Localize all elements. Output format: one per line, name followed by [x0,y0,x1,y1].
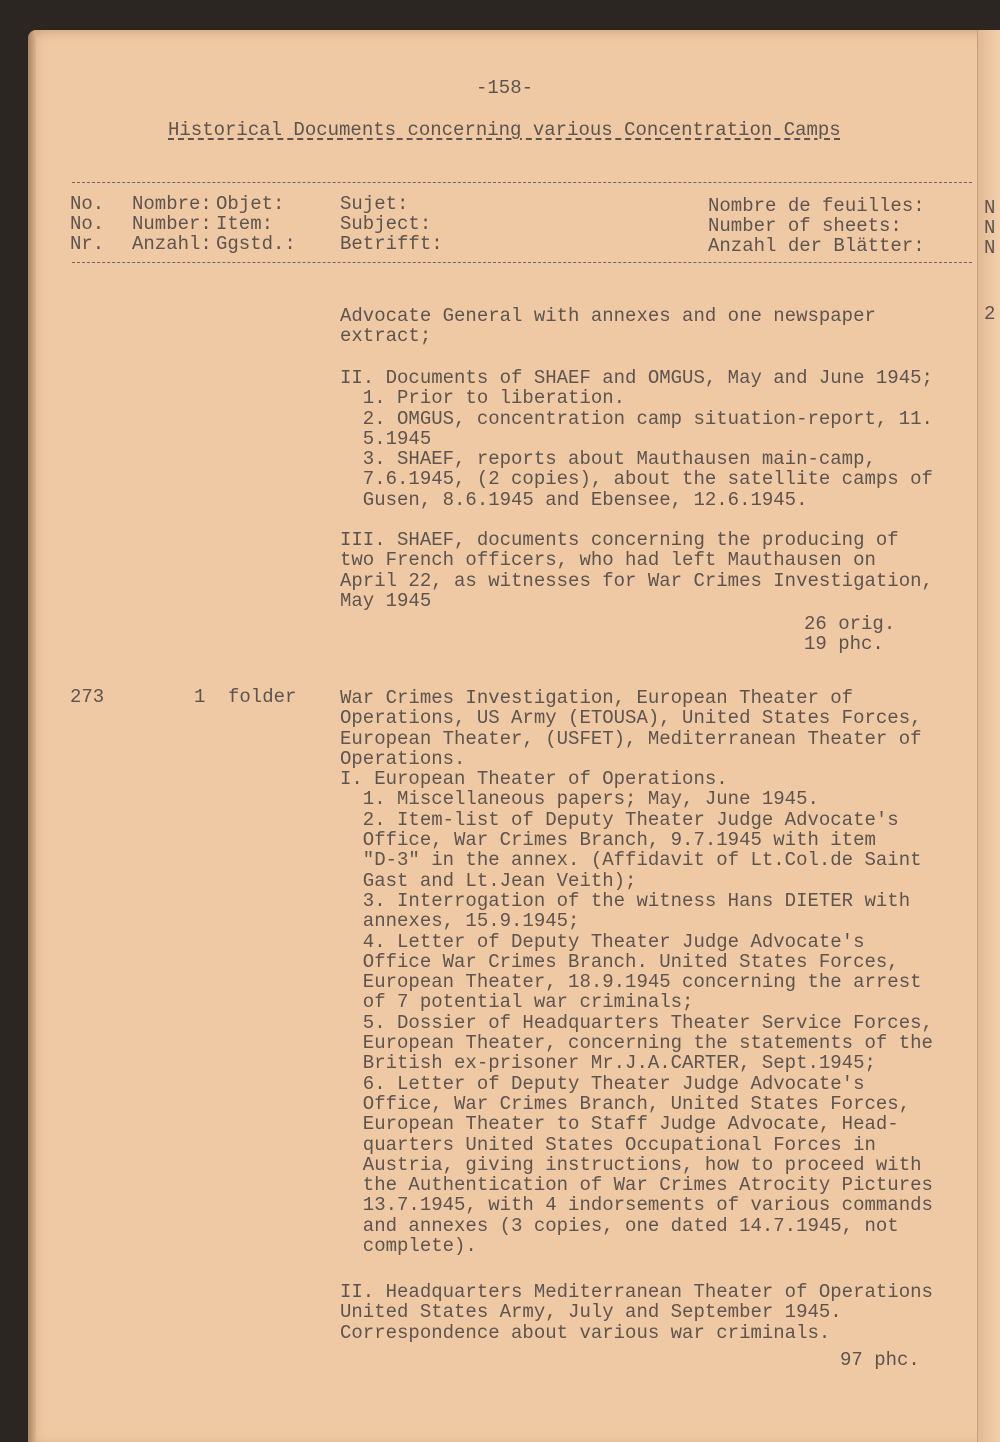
sheet-count: 19 phc. [804,633,884,655]
header-subject: Betrifft: [340,233,443,255]
entry-paragraph: Advocate General with annexes and one newspaper extract; [340,305,876,348]
next-page-letter: N [984,237,996,259]
next-page-strip [977,30,1000,1442]
header-sheets: Number of sheets: [708,215,902,237]
next-page-letter: N [984,197,996,219]
next-page-letter: N [984,217,996,239]
header-count: Nombre: [132,193,212,215]
sheet-count: 97 phc. [840,1349,920,1371]
entry-paragraph: II. Documents of SHAEF and OMGUS, May and June 1945; 1. Prior to liberation. 2. OMGUS, concentration camp situation-report, 11. 5.1945 3. SHAEF, reports about Mauthausen main-camp, 7.6.1945, (2 copies), about the satellite camps of Gusen, 8.6.1945 and Ebensee, 12.6.1945. [340,367,933,511]
page-number: -158- [476,77,534,99]
entry-number: 273 [70,686,105,708]
header-no: No. [70,213,105,235]
header-sheets: Nombre de feuilles: [708,195,925,217]
entry-item: folder [228,686,297,708]
header-item: Objet: [216,193,285,215]
header-subject: Sujet: [340,193,409,215]
next-page-digit: 2 [984,303,996,325]
header-subject: Subject: [340,213,432,235]
page-title: Historical Documents concerning various Concentration Camps [168,119,841,141]
header-item: Item: [216,213,274,235]
entry-paragraph: War Crimes Investigation, European Theater of Operations, US Army (ETOUSA), United States Forces, European Theater, (USFET), Mediterranean Theater of Operations. I. European Theater of Operations. 1. Miscellaneous papers; May, June 1945. 2. Item-list of Deputy Theater Judge Advocate's Office, War Crimes Branch, 9.7.1945 with item "D-3" in the annex. (Affidavit of Lt.Col.de Saint Gast and Lt.Jean Veith); 3. Interrogation of the witness Hans DIETER with annexes, 15.9.1945; 4. Letter of Deputy Theater Judge Advocate's Office War Crimes Branch. United States Forces, European Theater, 18.9.1945 concerning the arrest of 7 potential war criminals; 5. Dossier of Headquarters Theater Service Forces, European Theater, concerning the statements of the British ex-prisoner Mr.J.A.CARTER, Sept.1945; 6. Letter of Deputy Theater Judge Advocate's Office, War Crimes Branch, United States Forces, European Theater to Staff Judge Advocate, Head- quarters United States Occupational Forces in Austria, giving instructions, how to proceed with the Authentication of War Crimes Atrocity Pictures 13.7.1945, with 4 indorsements of various commands and annexes (3 copies, one dated 14.7.1945, not complete). [340,687,933,1258]
header-bottom-rule [72,262,972,263]
sheet-count: 26 orig. [804,613,896,635]
header-item: Ggstd.: [216,233,296,255]
header-no: No. [70,193,105,215]
document-page [28,30,1000,1442]
page-binding-edge [28,30,36,1442]
header-count: Number: [132,213,212,235]
header-no: Nr. [70,233,105,255]
entry-paragraph: III. SHAEF, documents concerning the producing of two French officers, who had left Mauthausen on April 22, as witnesses for War Crimes Investigation, May 1945 [340,529,933,612]
header-sheets: Anzahl der Blätter: [708,235,925,257]
header-count: Anzahl: [132,233,212,255]
header-top-rule [72,182,972,183]
entry-count: 1 [194,686,206,708]
entry-paragraph: II. Headquarters Mediterranean Theater of Operations United States Army, July and September 1945. Correspondence about various war criminals. [340,1281,933,1344]
